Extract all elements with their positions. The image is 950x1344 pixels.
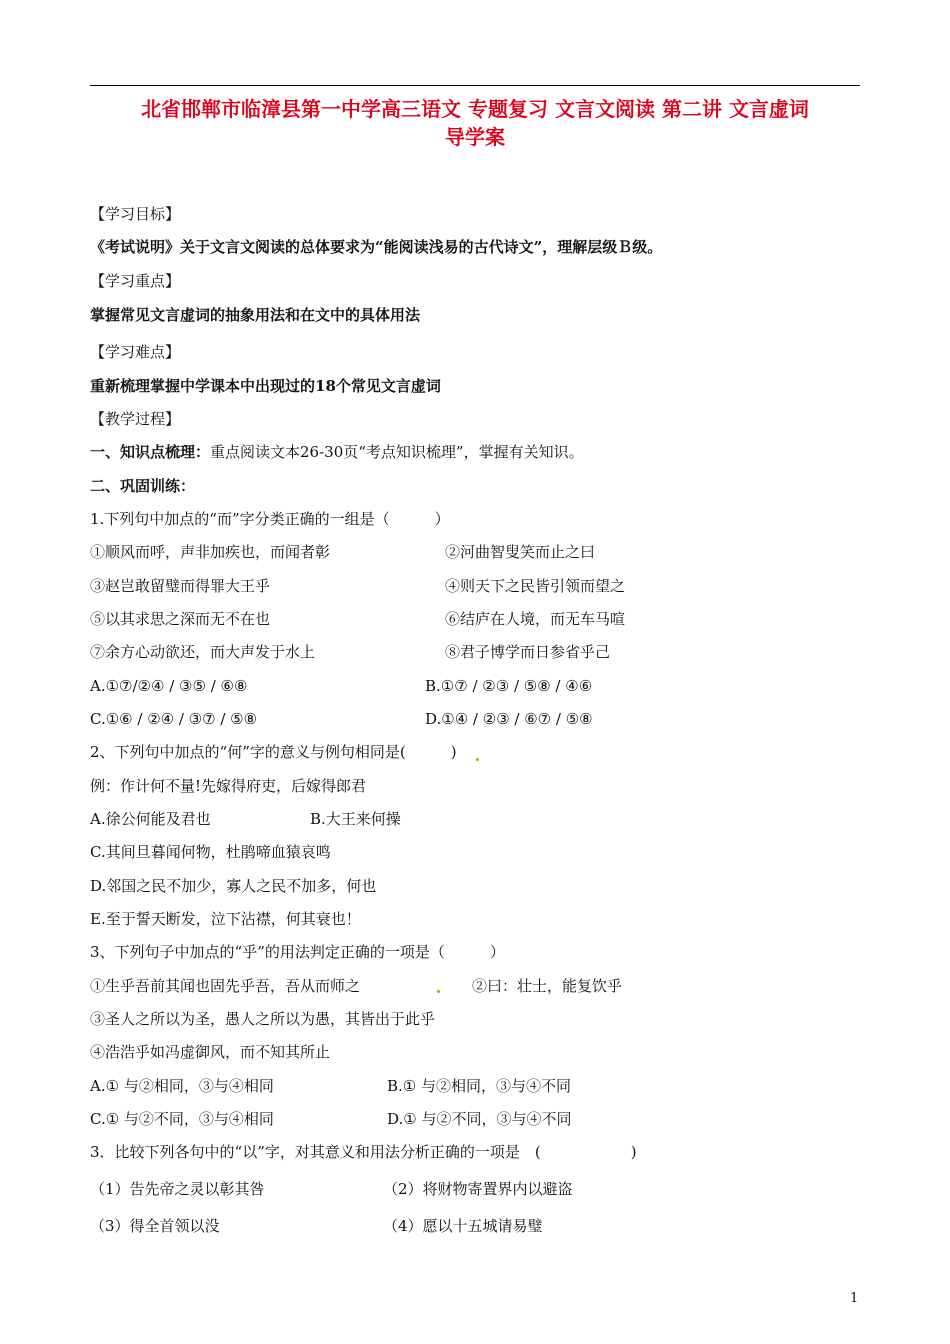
part1-line xyxy=(90,441,584,463)
document-title xyxy=(90,95,860,151)
header-rule xyxy=(90,85,860,86)
q4-item-1: （1）告先帝之灵以彰其咎 xyxy=(90,1180,265,1198)
q4-item-3: （3）得全首领以没 xyxy=(90,1217,220,1235)
q1-option-d: D.①④ / ②③ / ⑥⑦ / ⑤⑧ xyxy=(425,710,593,728)
q1-item-2: ②河曲智叟笑而止之曰 xyxy=(445,543,596,561)
q1-option-a: A.①⑦/②④ / ③⑤ / ⑥⑧ xyxy=(90,677,248,695)
q3-stem: 3、下列句子中加点的“乎”的用法判定正确的一项是（ ） xyxy=(90,943,505,961)
q1-stem: 1.下列句中加点的“而”字分类正确的一组是（ ） xyxy=(90,510,450,528)
q1-item-4: ④则天下之民皆引领而望之 xyxy=(445,577,626,595)
q1-option-c: C.①⑥ / ②④ / ③⑦ / ⑤⑧ xyxy=(90,710,258,728)
q2-stem: 2、下列句中加点的“何”字的意义与例句相同是( ) xyxy=(90,743,457,761)
part1-label: 一、知识点梳理： xyxy=(90,443,211,461)
decorative-dot xyxy=(476,758,479,761)
difficulty-heading: 【学习难点】 xyxy=(90,343,181,361)
q3-option-b: B.① 与②相同，③与④不同 xyxy=(387,1077,572,1095)
q4-item-2: （2）将财物寄置界内以避盗 xyxy=(383,1180,573,1198)
title-line-1: 北省邯郸市临漳县第一中学高三语文 专题复习 文言文阅读 第二讲 文言虚词 xyxy=(141,97,809,121)
q1-item-1: ①顺风而呼，声非加疾也，而闻者彰 xyxy=(90,543,331,561)
q1-item-6: ⑥结庐在人境，而无车马喧 xyxy=(445,610,626,628)
q3-item-2: ②曰：壮士，能复饮乎 xyxy=(472,977,623,995)
focus-text: 掌握常见文言虚词的抽象用法和在文中的具体用法 xyxy=(90,306,421,324)
q3-item-1: ①生乎吾前其闻也固先乎吾，吾从而师之 xyxy=(90,977,361,995)
q2-option-a: A.徐公何能及君也 xyxy=(90,810,211,828)
q4-item-4: （4）愿以十五城请易璧 xyxy=(383,1217,543,1235)
part1-text: 重点阅读文本26-30页“考点知识梳理”，掌握有关知识。 xyxy=(210,443,584,461)
q3-item-3: ③圣人之所以为圣，愚人之所以为愚，其皆出于此乎 xyxy=(90,1010,436,1028)
q2-option-c: C.其间旦暮闻何物，杜鹃啼血猿哀鸣 xyxy=(90,843,331,861)
q2-option-d: D.邻国之民不加少，寡人之民不加多，何也 xyxy=(90,877,377,895)
decorative-dot xyxy=(437,990,440,993)
q4-stem: 3．比较下列各句中的“以”字，对其意义和用法分析正确的一项是 ( ) xyxy=(90,1143,637,1161)
page-number: 1 xyxy=(850,1291,859,1306)
title-line-2: 导学案 xyxy=(445,125,505,149)
q2-example: 例：作计何不量!先嫁得府吏，后嫁得郎君 xyxy=(90,777,367,795)
q1-item-3: ③赵岂敢留璧而得罪大王乎 xyxy=(90,577,271,595)
q2-option-e: E.至于誓天断发，泣下沾襟，何其衰也！ xyxy=(90,910,361,928)
q2-option-b: B.大王来何操 xyxy=(310,810,401,828)
focus-heading: 【学习重点】 xyxy=(90,272,181,290)
q3-option-d: D.① 与②不同，③与④不同 xyxy=(387,1110,572,1128)
q1-item-7: ⑦余方心动欲还，而大声发于水上 xyxy=(90,643,316,661)
q1-item-8: ⑧君子博学而日参省乎己 xyxy=(445,643,611,661)
goal-heading: 【学习目标】 xyxy=(90,205,181,223)
goal-text: 《考试说明》关于文言文阅读的总体要求为“能阅读浅易的古代诗文”，理解层级Ｂ级。 xyxy=(90,238,663,256)
q1-item-5: ⑤以其求思之深而无不在也 xyxy=(90,610,271,628)
q3-item-4: ④浩浩乎如冯虚御风，而不知其所止 xyxy=(90,1043,331,1061)
q1-option-b: B.①⑦ / ②③ / ⑤⑧ / ④⑥ xyxy=(425,677,593,695)
part2-label: 二、巩固训练： xyxy=(90,477,196,495)
q3-option-c: C.① 与②不同，③与④相同 xyxy=(90,1110,274,1128)
process-heading: 【教学过程】 xyxy=(90,410,181,428)
difficulty-text: 重新梳理掌握中学课本中出现过的18个常见文言虚词 xyxy=(90,377,441,395)
q3-option-a: A.① 与②相同，③与④相同 xyxy=(90,1077,274,1095)
